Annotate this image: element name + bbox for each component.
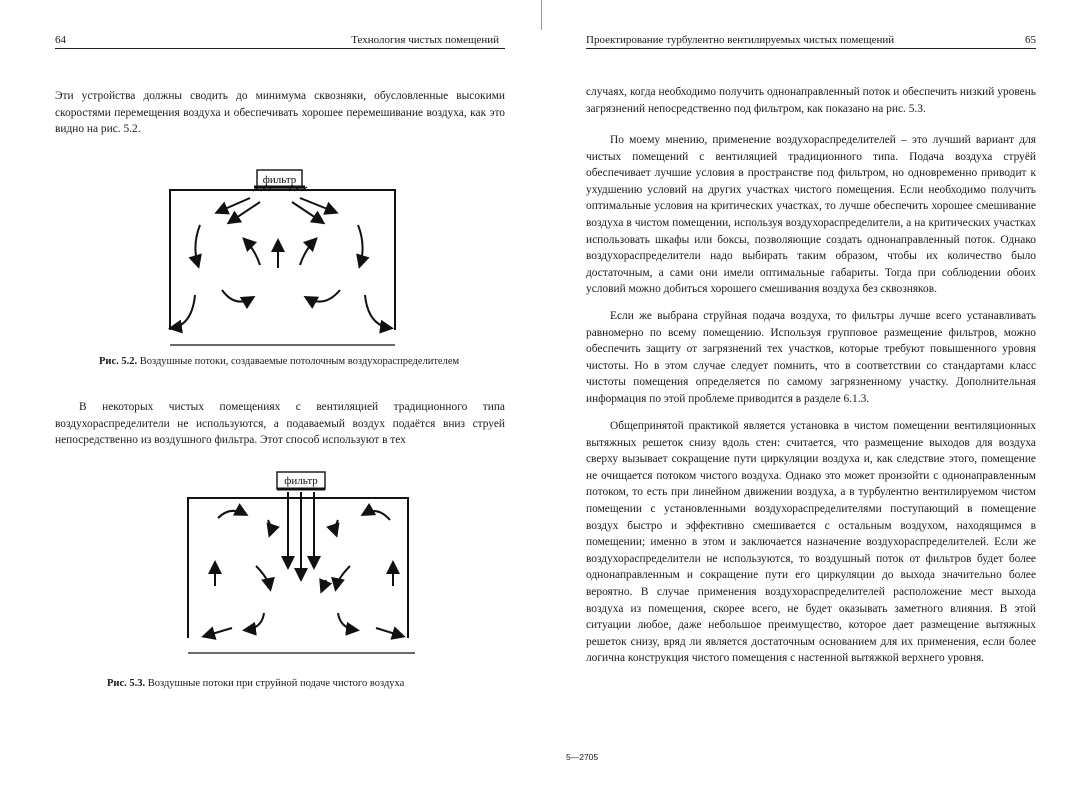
right-running-header — [586, 33, 1036, 49]
right-running-title: Проектирование турбулентно вентилируемых чистых помещений — [586, 34, 895, 46]
figure-5-3-caption-text: Воздушные потоки при струйной подаче чистого воздуха — [147, 678, 405, 689]
middle-paragraph: В некоторых чистых помещениях с вентиляцией традиционного типа воздухораспределители не используются, а подаваемый воздух подаётся вниз струей непосредственно из воздушного фильтра. Этот способ используют в тех — [55, 401, 505, 447]
left-running-header — [55, 33, 505, 49]
left-page-number: 64 — [55, 34, 66, 46]
right-paragraph-4: Общепринятой практикой является установка в чистом помещении вентиляционных вытяжных решеток снизу вдоль стен: считается, что размещение выходов для воздуха сверху вызывает сокращение пути циркуляции воздуха и, как следствие этого, помещение не очищается потоком чистого воздуха. Однако это может произойти с однонаправленным потоком, то есть при линейном движении воздуха, а в турбулентно вентилируемом чистом помещении с установленными воздухораспределителями поступающий в помещение воздух быстро и эффективно смешивается с остальным воздухом, находящимся в помещении; именно в этом и заключается назначение воздухораспределителей. Если же воздухораспределители не используются, то воздушный поток от фильтров будет более однонаправленным и сокращение пути его циркуляции до выхода значительно более вероятно. В случае применения воздухораспределителей расположение мест выхода воздуха из помещения, скорее всего, не будет оказывать заметного влияния. В этой ситуации любое, даже небольшое преимущество, которое дает размещение вытяжных решеток снизу, вряд ли является достаточным основанием для их применения, если более логична конструкция чистого помещения с настенной вытяжкой верхнего уровня. — [586, 420, 1036, 665]
figure-5-3-diagram — [160, 468, 435, 668]
right-paragraph-3: Если же выбрана струйная подача воздуха, то фильтры лучше всего устанавливать равномерно по всему помещению. Используя групповое размещение фильтров, можно обеспечить защиту от загрязнений тех участков, которые требуют повышенного уровня чистоты. Но в этом случае следует помнить, что в соответствии со стандартами класс чистоты помещения определяется по самому загрязненному участку. Дополнительная информация по этой проблеме приводится в разделе 6.1.3. — [586, 310, 1036, 405]
right-paragraph-2: По моему мнению, применение воздухораспределителей – это лучший вариант для чистых помещений с вентиляцией традиционного типа. Подача воздуха струёй обеспечивает лучшие условия в пространстве под фильтром, но одновременно приводит к ухудшению условий на других участках чистого помещения. Если необходимо получить оптимальные условия на критических участках, то лучше обеспечить хорошее смешивание воздуха в чистом помещении, используя воздухораспределители, а на критических участках использовать шкафы или боксы, позволяющие создать однонаправленный поток. Однако воздухораспределители надо выбирать таким образом, чтобы их количество было достаточным, а сами они имели оптимальные габариты. Тогда при соблюдении обоих условий можно добиться хорошего смешивания воздуха без сквозняков. — [586, 134, 1036, 296]
left-running-title: Технология чистых помещений — [351, 34, 499, 46]
figure-5-3-caption-number: Рис. 5.3. — [107, 678, 146, 689]
right-page — [540, 0, 1079, 792]
right-page-number: 65 — [1025, 34, 1036, 46]
right-paragraph-1: случаях, когда необходимо получить однонаправленный поток и обеспечить низкий уровень загрязнений непосредственно под фильтром, как показано на рис. 5.3. — [586, 86, 1036, 115]
signature-mark: 5—2705 — [566, 752, 599, 762]
figure-5-2-caption-number: Рис. 5.2. — [99, 356, 138, 367]
intro-paragraph: Эти устройства должны сводить до минимума сквозняки, обусловленные высокими скоростями перемещения воздуха и обеспечивать хорошее перемешивание воздуха, как это видно на рис. 5.2. — [55, 90, 505, 136]
figure-5-2-filter-label: фильтр — [262, 174, 297, 186]
figure-5-3-filter-label: фильтр — [284, 475, 318, 487]
figure-5-2-caption — [99, 355, 459, 369]
figure-5-2-caption-text: Воздушные потоки, создаваемые потолочным воздухораспределителем — [139, 356, 460, 367]
figure-5-2-diagram — [150, 150, 415, 350]
figure-5-3-caption — [107, 677, 404, 691]
room-outline-2 — [188, 498, 408, 638]
